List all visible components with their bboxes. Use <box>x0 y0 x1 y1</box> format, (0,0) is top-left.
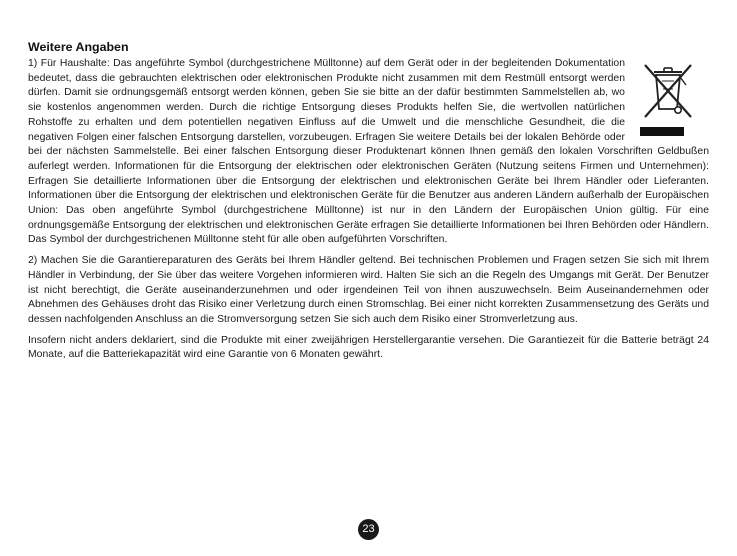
crossed-out-wheelie-bin-icon <box>637 59 711 141</box>
document-page <box>28 40 709 369</box>
paragraph-warranty-repairs: 2) Machen Sie die Garantiereparaturen des Geräts bei Ihrem Händler geltend. Bei technischen Problemen und Fragen setzen Sie sich mit Ihrem Händler in Verbindung, der Sie über das weitere Vorgehen informieren wird. Halten Sie sich an die Regeln des Umgangs mit Gerät. Der Benutzer ist nicht berechtigt, die Geräte auseinanderzunehmen und oder irgendeinen Teil von ihnen auszuwechseln. Beim Auseinandernehmen oder Abnehmen des Gehäuses droht das Risiko einer Verletzung durch einen Stromschlag. Bei einer nicht korrekten Zusammensetzung des Geräts und dessen nachfolgenden Anschluss an die Stromversorgung setzen Sie sich auch dem Risiko einer Stromverletzung aus. <box>28 255 709 325</box>
section-title: Weitere Angaben <box>28 40 129 54</box>
paragraph-disposal: 1) Für Haushalte: Das angeführte Symbol (durchgestrichene Mülltonne) auf dem Gerät oder in der begleitenden Dokumentation bedeutet, dass die gebrauchten elektrischen oder elektronischen Produkte nicht zusammen mit dem Restmüll entsorgt werden dürfen. Damit sie ordnungsgemäß entsorgt werden können, geben Sie sie bitte an der dafür bestimmten Sammelstellen ab, wo sie kostenlos angenommen werden. Durch die richtige Entsorgung dieses Produkts helfen Sie, die wertvollen natürlichen Rohstoffe zu erhalten und dem potentiellen negativen Einfluss auf die Umwelt und die menschliche Gesundheit, die die negativen Folgen einer falschen Entsorgung darstellen, vorzubeugen. Erfragen Sie weitere Details bei der lokalen Behörde oder bei der nächsten Sammelstelle. Bei einer falschen Entsorgung dieser Produktenart können Ihnen gemäß den lokalen Vorschriften Geldbußen auferlegt werden. Informationen für die Entsorgung der elektrischen oder elektronischen Geräten (Nutzung seitens Firmen und Unternehmen): Erfragen Sie detaillierte Informationen über die Entsorgung der elektrischen und elektronischen Geräte bei Ihrem Händler oder Lieferanten. Informationen über die Entsorgung der elektrischen und elektronischen Geräte für die Benutzer aus anderen Ländern außerhalb der Europäischen Union: Das oben angeführte Symbol (durchgestrichene Mülltonne) ist nur in den Ländern der Europäischen Union gültig. Für eine ordnungsgemäße Entsorgung der elektrischen und elektronischen Geräte erfragen Sie detaillierte Informationen bei Ihren Behörden oder Händlern. Das Symbol der durchgestrichenen Mülltonne steht für alle oben aufgeführten Vorschriften. <box>28 58 709 246</box>
paragraph-warranty-period: Insofern nicht anders deklariert, sind die Produkte mit einer zweijährigen Herstellergarantie versehen. Die Garantiezeit für die Batterie beträgt 24 Monate, auf die Batteriekapazität wird eine Garantie von 6 Monaten gewährt. <box>28 334 709 361</box>
page-number-badge: 23 <box>358 519 379 540</box>
